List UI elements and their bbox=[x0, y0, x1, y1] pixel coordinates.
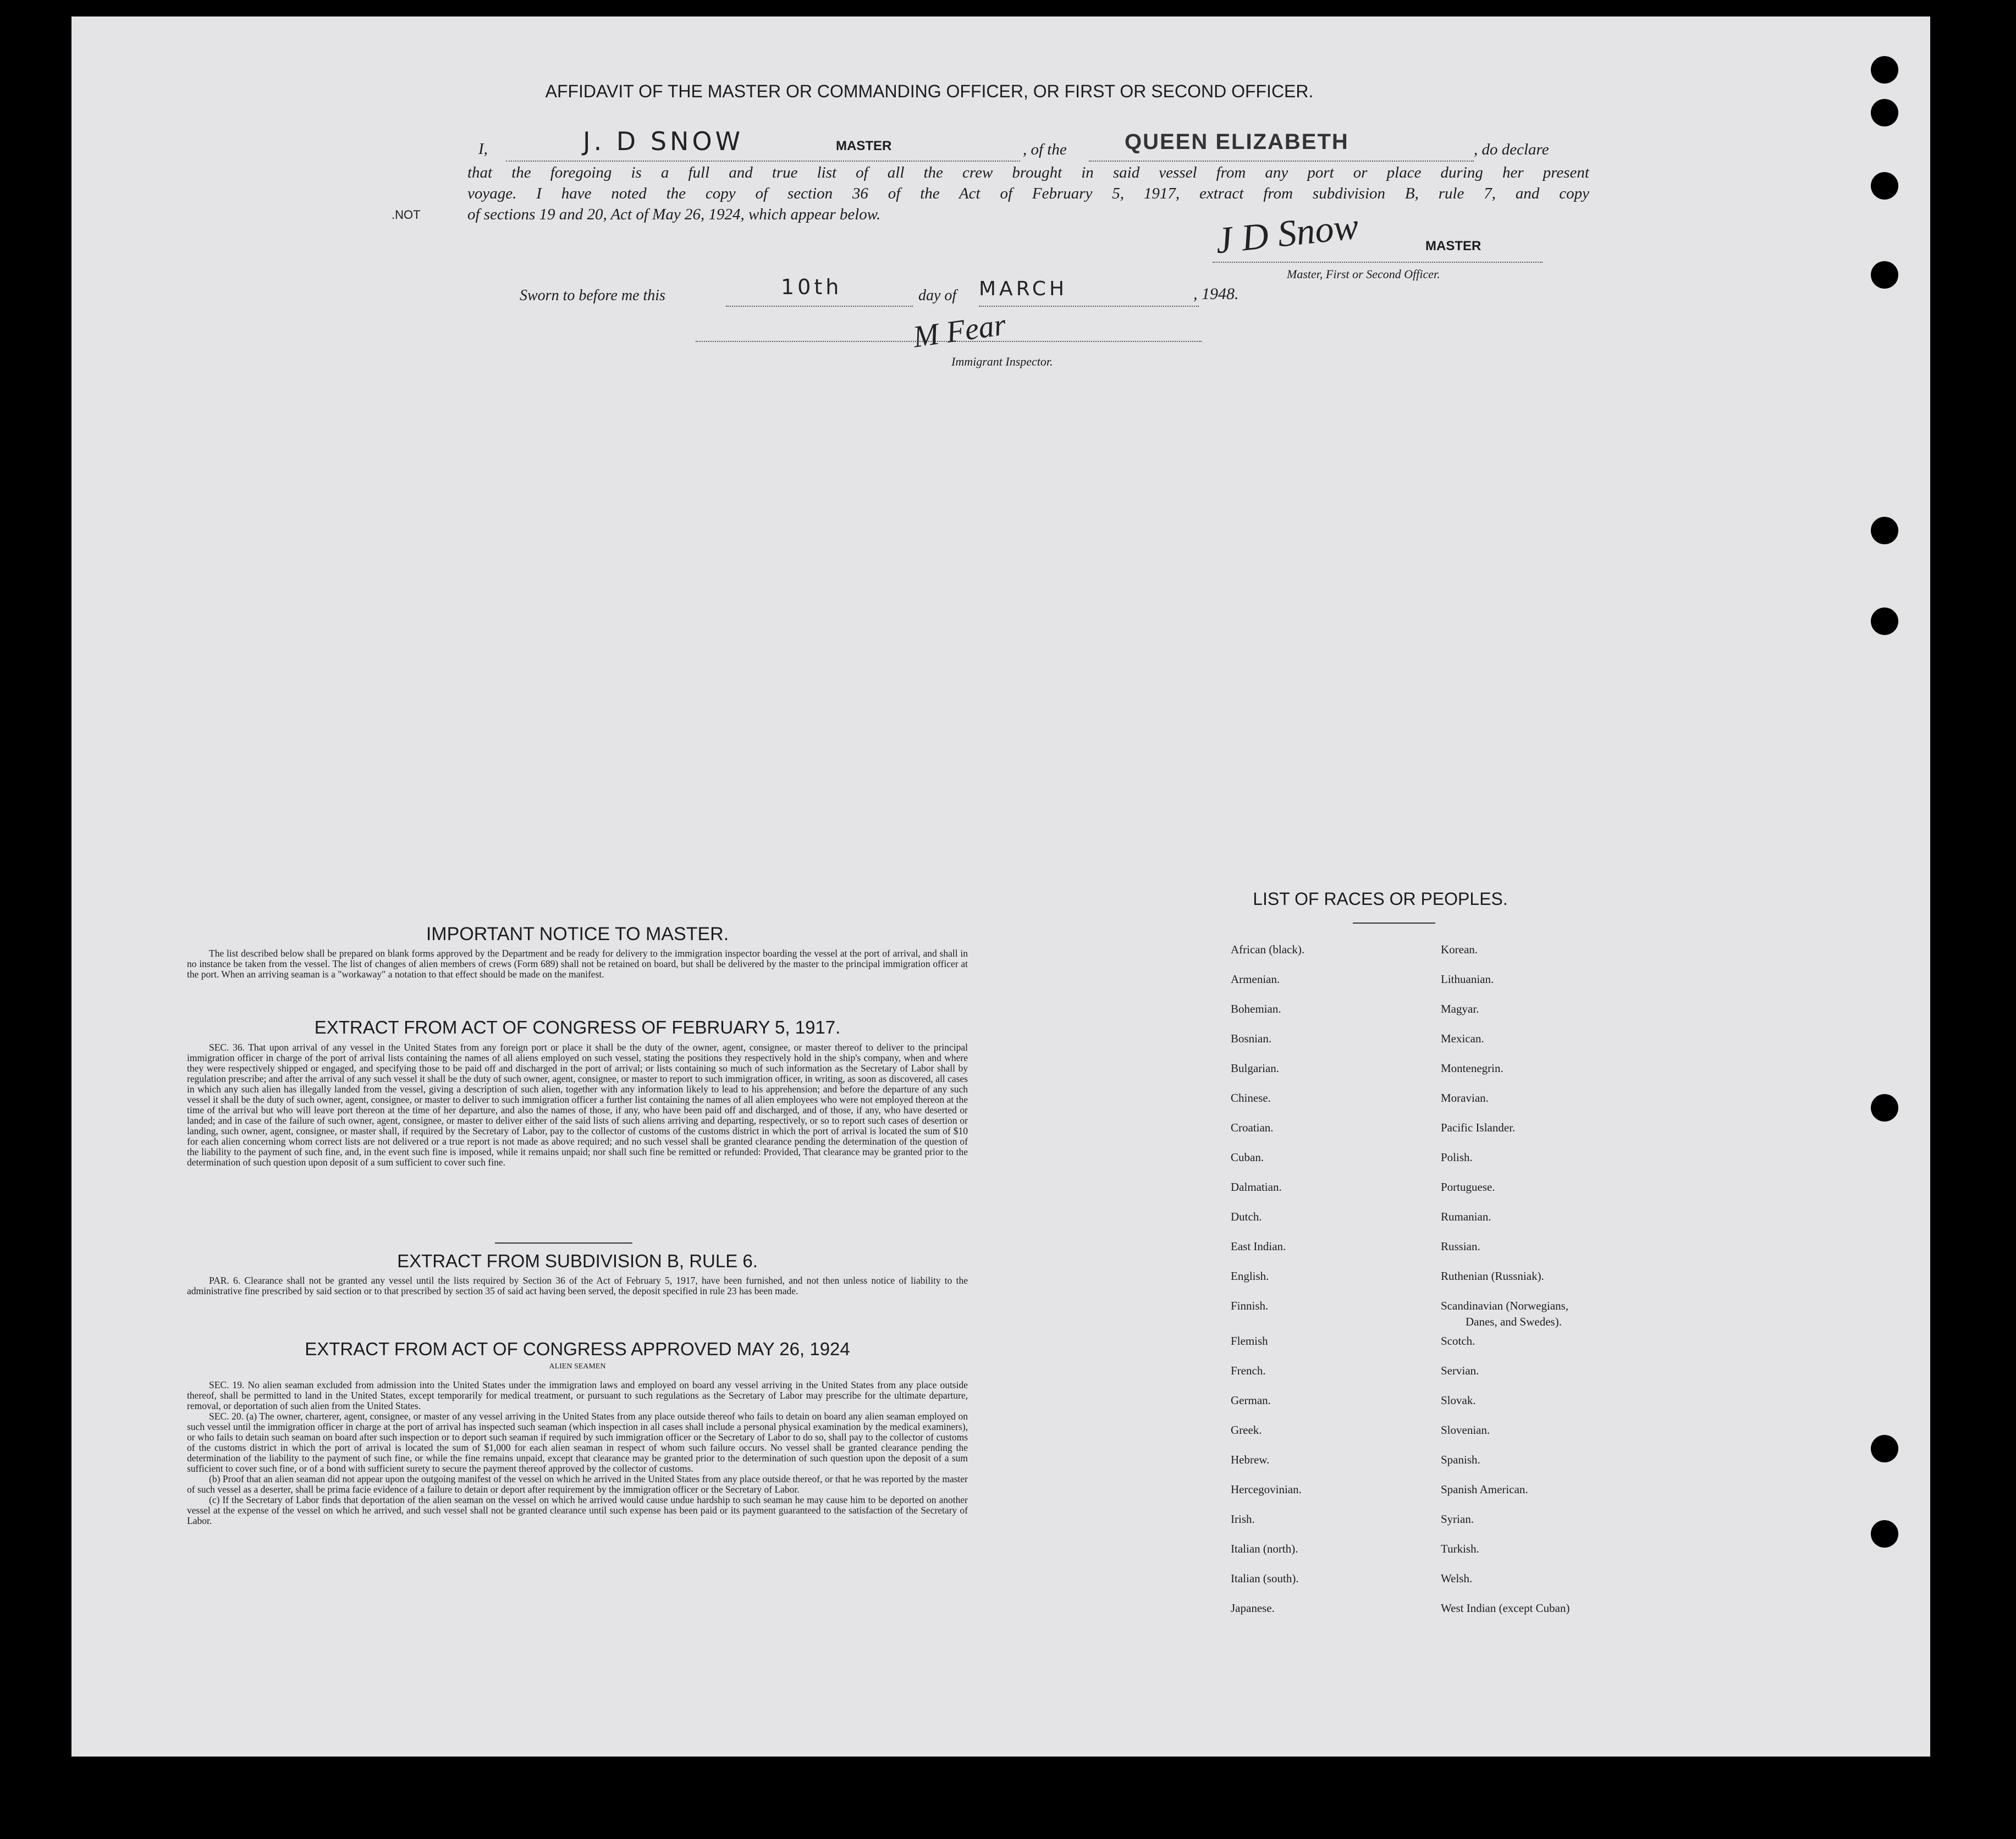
signature-line bbox=[1213, 262, 1543, 263]
races-title: LIST OF RACES OR PEOPLES. bbox=[1253, 889, 1508, 909]
race-item-right: Welsh. bbox=[1441, 1572, 1473, 1585]
affidavit-body-line3: of sections 19 and 20, Act of May 26, 1924, which appear below. bbox=[467, 206, 881, 223]
race-item-left: Dutch. bbox=[1231, 1210, 1262, 1223]
race-item-wrap: Danes, and Swedes). bbox=[1466, 1315, 1562, 1328]
vessel-line bbox=[1089, 161, 1474, 162]
extract-1917-title: EXTRACT FROM ACT OF CONGRESS OF FEBRUARY 5, 1917. bbox=[314, 1017, 841, 1037]
name-line bbox=[506, 161, 1020, 162]
race-item-right: Mexican. bbox=[1441, 1032, 1484, 1045]
race-item-left: Italian (south). bbox=[1231, 1572, 1299, 1585]
race-item-right: Lithuanian. bbox=[1441, 973, 1494, 986]
race-item-left: English. bbox=[1231, 1269, 1269, 1283]
race-item-right: Magyar. bbox=[1441, 1002, 1479, 1015]
notice-title: IMPORTANT NOTICE TO MASTER. bbox=[426, 924, 729, 945]
inspector-signature: M Fear bbox=[911, 307, 1009, 355]
race-item-left: African (black). bbox=[1231, 943, 1305, 956]
race-item-left: East Indian. bbox=[1231, 1240, 1286, 1253]
race-item-left: Bohemian. bbox=[1231, 1002, 1281, 1015]
race-item-left: Hebrew. bbox=[1231, 1453, 1270, 1466]
section-divider bbox=[495, 1242, 632, 1244]
punch-hole bbox=[1871, 261, 1898, 289]
race-item-left: Bulgarian. bbox=[1231, 1062, 1280, 1075]
sec19-text: SEC. 19. No alien seaman excluded from admission into the United States under the immigration laws and employed on board any vessel arriving in the United States from any place outside thereof, shall be permitted to land in the United States, except temporarily for medical treatment, or pursuant to such regulations as the Secretary of Labor may prescribe for the ultimate departure, removal, or deportation of such alien from the United States. bbox=[187, 1379, 968, 1411]
day-of-label: day of bbox=[918, 287, 957, 304]
race-item-right: Slovenian. bbox=[1441, 1423, 1490, 1437]
affidavit-body-line2: voyage. I have noted the copy of section 36 of the Act of February 5, 1917, extract from subdivision B, rule 7, and copy bbox=[467, 185, 1589, 202]
master-signature: J D Snow bbox=[1213, 205, 1360, 262]
notice-body bbox=[187, 948, 968, 980]
race-item-right: Scotch. bbox=[1441, 1334, 1475, 1348]
inspector-caption: Immigrant Inspector. bbox=[951, 355, 1053, 368]
race-item-right: Spanish American. bbox=[1441, 1483, 1528, 1496]
race-item-right: Moravian. bbox=[1441, 1091, 1489, 1104]
document-page bbox=[71, 16, 1930, 1757]
race-item-right: Ruthenian (Russniak). bbox=[1441, 1269, 1544, 1283]
race-item-left: Cuban. bbox=[1231, 1151, 1264, 1164]
race-item-left: Dalmatian. bbox=[1231, 1180, 1282, 1194]
sworn-day: 10th bbox=[781, 275, 842, 299]
extract-1917-body bbox=[187, 1042, 968, 1168]
race-item-left: Irish. bbox=[1231, 1512, 1255, 1526]
affidavit-title: AFFIDAVIT OF THE MASTER OR COMMANDING OFFICER, OR FIRST OR SECOND OFFICER. bbox=[545, 81, 1314, 101]
race-item-right: Scandinavian (Norwegians, bbox=[1441, 1299, 1569, 1312]
punch-hole bbox=[1871, 1520, 1898, 1548]
race-item-right: Portuguese. bbox=[1441, 1180, 1495, 1194]
sec20b-text: (b) Proof that an alien seaman did not appear upon the outgoing manifest of the vessel on which he arrived in the United States from any place outside thereof, or that he was reported by the master of such vessel as a deserter, shall be prima facie evidence of a failure to detain or deport after requirement by the immigration officer or the Secretary of Labor. bbox=[187, 1473, 968, 1495]
sworn-year: , 1948. bbox=[1193, 285, 1239, 303]
race-item-left: Greek. bbox=[1231, 1423, 1262, 1437]
day-line bbox=[726, 306, 913, 307]
notice-text: The list described below shall be prepared on blank forms approved by the Department and be ready for delivery to the immigration inspector boarding the vessel at the port of arrival, and shall in no instance be taken from the vessel. The list of changes of alien members of crews (Form 689) shall not be retained on board, but shall be delivered by the master to the principal immigration officer at the port. When an arriving seaman is a "workaway" a notation to that effect should be made on the manifest. bbox=[187, 948, 968, 980]
rank-stamp: MASTER bbox=[836, 139, 892, 153]
extract-1917-text: SEC. 36. That upon arrival of any vessel in the United States from any foreign port or place it shall be the duty of the owner, agent, consignee, or master thereof to deliver to the principal immigration officer in charge of the port of arrival lists containing the names of all aliens employed on such vessel, stating the positions they respectively hold in the ship's company, when and where they were respectively shipped or engaged, and specifying those to be paid off and discharged in the port of arrival; or lists containing so much of such information as the Secretary of Labor shall by regulation prescribe; and after the arrival of any such vessel it shall be the duty of such owner, agent, consignee, or master to report to such immigration officer, in writing, as soon as discovered, all cases in which any such alien has illegally landed from the vessel, giving a description of such alien, together with any information likely to lead to his apprehension; and before the departure of any such vessel it shall be the duty of such owner, agent, consignee, or master to deliver to such immigration officer a further list containing the names of all alien employees who were not employed thereon at the time of the arrival but who will leave port thereon at the time of her departure, and also the names of those, if any, who have been paid off and discharged, and of those, if any, who have deserted or landed; and in case of the failure of such owner, agent, consignee, or master to deliver either of the said lists of such aliens arriving and departing, respectively, or so to report such cases of desertion or landing, such owner, agent, consignee, or master shall, if required by the Secretary of Labor, pay to the collector of customs of the customs district in which the port of arrival is located the sum of $10 for each alien concerning whom correct lists are not delivered or a true report is not made as above required; and no such vessel shall be granted clearance pending the determination of the question of the liability to the payment of such fine, and, in the event such fine is imposed, while it remains unpaid; nor shall such fine be remitted or refunded: Provided, That clearance may be granted prior to the determination of such question upon deposit of a sum sufficient to cover such fine. bbox=[187, 1042, 968, 1168]
subdivision-text: PAR. 6. Clearance shall not be granted any vessel until the lists required by Section 36 of the Act of February 5, 1917, have been furnished, and not then unless notice of liability to the administrative fine prescribed by said section or to that prescribed by section 35 of said act having been served, the deposit specified in rule 23 has been made. bbox=[187, 1275, 968, 1296]
race-item-left: Chinese. bbox=[1231, 1091, 1271, 1104]
race-item-left: Bosnian. bbox=[1231, 1032, 1272, 1045]
margin-note: .NOT bbox=[392, 208, 421, 222]
race-item-right: Rumanian. bbox=[1441, 1210, 1491, 1223]
punch-hole bbox=[1871, 517, 1898, 544]
punch-hole bbox=[1871, 56, 1898, 84]
race-item-right: Korean. bbox=[1441, 943, 1478, 956]
extract-1924-body bbox=[187, 1380, 968, 1526]
race-item-left: Italian (north). bbox=[1231, 1542, 1298, 1555]
vessel-name: QUEEN ELIZABETH bbox=[1125, 130, 1349, 154]
race-item-right: West Indian (except Cuban) bbox=[1441, 1601, 1570, 1615]
punch-hole bbox=[1871, 608, 1898, 635]
do-declare-label: , do declare bbox=[1474, 141, 1549, 158]
signature-stamp: MASTER bbox=[1425, 239, 1481, 253]
race-item-left: Armenian. bbox=[1231, 973, 1280, 986]
sec20a-text: SEC. 20. (a) The owner, charterer, agent, consignee, or master of any vessel arriving in the United States from any place outside thereof who fails to detain on board any alien seaman employed on such vessel until the immigration officer in charge at the port of arrival has inspected such seaman (which inspection in all cases shall include a personal physical examination by the medical examiners), or who fails to detain such seaman on board after such inspection or to deport such seaman if required by such immigration officer or the Secretary of Labor to do so, shall pay to the collector of customs of the customs district in which the port of arrival is located the sum of $1,000 for each alien seaman in respect of whom such failure occurs. No vessel shall be granted clearance pending the determination of the liability to the payment of such fine, or while the fine remains unpaid, except that clearance may be granted prior to the determination of such question upon the deposit of a sum sufficient to cover such fine, or of a bond with sufficient surety to secure the payment thereof approved by the collector of customs. bbox=[187, 1411, 968, 1474]
punch-hole bbox=[1871, 1094, 1898, 1122]
month-line bbox=[979, 306, 1199, 307]
race-item-left: Croatian. bbox=[1231, 1121, 1274, 1134]
race-item-left: French. bbox=[1231, 1364, 1266, 1377]
race-item-right: Slovak. bbox=[1441, 1394, 1476, 1407]
sec20c-text: (c) If the Secretary of Labor finds that deportation of the alien seaman on the vessel on which he arrived would cause undue hardship to such seaman he may cause him to be deported on another vessel at the expense of the vessel on which he arrived, and such vessel shall not be granted clearance until such expense has been paid or its payment guaranteed to the satisfaction of the Secretary of Labor. bbox=[187, 1494, 968, 1526]
race-item-left: Japanese. bbox=[1231, 1601, 1275, 1615]
race-item-right: Syrian. bbox=[1441, 1512, 1474, 1526]
race-item-right: Pacific Islander. bbox=[1441, 1121, 1516, 1134]
of-the-label: , of the bbox=[1023, 141, 1067, 158]
sworn-month: MARCH bbox=[979, 278, 1068, 300]
master-name: J. D SNOW bbox=[583, 126, 744, 156]
affidavit-body-line1: that the foregoing is a full and true list of all the crew brought in said vessel from any port or place during her present bbox=[467, 164, 1589, 181]
subdivision-title: EXTRACT FROM SUBDIVISION B, RULE 6. bbox=[397, 1251, 758, 1271]
race-item-left: Finnish. bbox=[1231, 1299, 1269, 1312]
race-item-right: Spanish. bbox=[1441, 1453, 1480, 1466]
subdivision-body bbox=[187, 1275, 968, 1296]
punch-hole bbox=[1871, 99, 1898, 126]
race-item-left: Flemish bbox=[1231, 1334, 1268, 1348]
race-item-left: German. bbox=[1231, 1394, 1271, 1407]
punch-hole bbox=[1871, 172, 1898, 200]
race-item-right: Montenegrin. bbox=[1441, 1062, 1503, 1075]
alien-seamen-subtitle: ALIEN SEAMEN bbox=[549, 1362, 606, 1371]
race-item-right: Servian. bbox=[1441, 1364, 1479, 1377]
declarant-label: I, bbox=[478, 140, 488, 158]
race-item-right: Turkish. bbox=[1441, 1542, 1479, 1555]
signature-caption: Master, First or Second Officer. bbox=[1287, 267, 1440, 281]
races-title-rule bbox=[1353, 923, 1435, 924]
race-item-right: Russian. bbox=[1441, 1240, 1480, 1253]
race-item-right: Polish. bbox=[1441, 1151, 1473, 1164]
race-item-left: Hercegovinian. bbox=[1231, 1483, 1302, 1496]
sworn-prefix: Sworn to before me this bbox=[520, 287, 665, 304]
punch-hole bbox=[1871, 1435, 1898, 1462]
extract-1924-title: EXTRACT FROM ACT OF CONGRESS APPROVED MAY 26, 1924 bbox=[305, 1339, 850, 1359]
